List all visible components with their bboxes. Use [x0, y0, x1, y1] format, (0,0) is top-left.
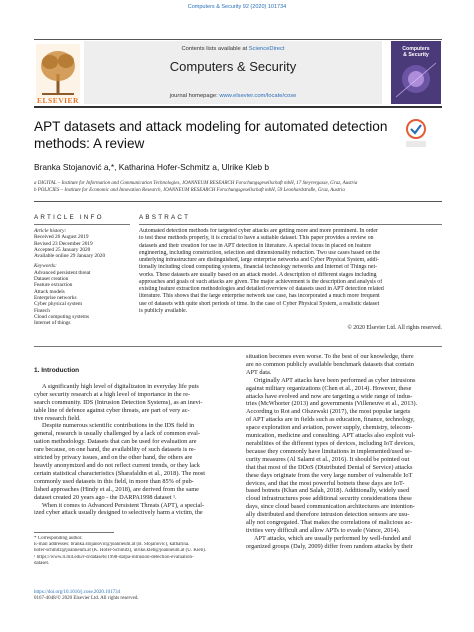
- header-bottom-rule: [34, 106, 442, 108]
- body-line: ally not congregated. That makes the correlations of malicious ac-: [246, 519, 413, 527]
- history-label: Article history:: [34, 228, 67, 234]
- author-list: Branka Stojanović a,*, Katharina Hofer-Schmitz a, Ulrike Kleb b: [34, 162, 270, 172]
- abstract-copyright: © 2020 Elsevier Ltd. All rights reserved.: [347, 325, 442, 331]
- body-line: commonly used datasets in this field, in more than 85% of pub-: [34, 477, 194, 485]
- contents-prefix: Contents lists available at: [181, 46, 249, 52]
- body-line: According to Rot and Olszewski (2017), the most popular targets: [246, 408, 411, 416]
- body-line: When it comes to Advanced Persistent Threats (APT), a special-: [42, 501, 205, 509]
- body-line: certain statistical characteristics (Sharafaldin et al., 2018). The most: [34, 469, 206, 477]
- keyword-item: Internet of things: [34, 320, 71, 327]
- body-line: ized cyber attack usually designed to selectively harm a victim, the: [34, 509, 203, 517]
- body-line: APT attacks, which are usually performed by well-funded and: [254, 534, 411, 542]
- body-line: space exploration and aviation, power supply, chemistry, telecom-: [246, 424, 413, 432]
- abstract-line: literature. This shows that the large enterprise network use case, has incorporated a much more frequent: [139, 293, 380, 300]
- body-line: rare because, on one hand, the availability of such datasets is re-: [34, 446, 196, 454]
- keyword-item: Cyber physical system: [34, 301, 82, 308]
- body-line: of APT attacks are in fields such as education, finance, technology,: [246, 416, 415, 424]
- body-line: attacks have evolved and now are targeting a wide range of indus-: [246, 392, 413, 400]
- elsevier-tree-logo: [36, 44, 80, 98]
- keyword-item: Fintech: [34, 307, 50, 314]
- body-right-column: [246, 353, 444, 551]
- body-line: search community. IDS (Intrusion Detection Systems), as an inevi-: [34, 398, 203, 406]
- abstract-line: Automated detection methods for targeted cyber attacks are getting more and more prominent. In order: [139, 228, 378, 234]
- section-heading-introduction: 1. Introduction: [34, 367, 80, 374]
- footnote-line: * Corresponding author.: [34, 536, 83, 541]
- keyword-item: Attack models: [34, 288, 65, 295]
- body-line: situation becomes even worse. To the best of our knowledge, there: [246, 353, 414, 360]
- body-line: nerabilities of the different types of devices, including IoT devices,: [246, 439, 415, 447]
- body-line: curity measures (Al Salami et al., 2016). It should be pointed out: [246, 455, 410, 463]
- body-line: general, research is usually challenged by a lack of common eval-: [34, 430, 200, 438]
- body-line: heavily anonymized and do not reflect current trends, or they lack: [34, 461, 200, 469]
- body-line: days, since cloud based communication architectures are intention-: [246, 503, 415, 511]
- journal-title: Computers & Security: [169, 59, 297, 74]
- header-top-rule: [34, 39, 442, 40]
- publisher-logo-text: ELSEVIER: [37, 96, 79, 105]
- homepage-prefix: journal homepage:: [169, 93, 220, 99]
- body-line: tivities very difficult and allow APTs to evade (Vance, 2014).: [246, 526, 401, 534]
- article-title: APT datasets and attack modeling for automated detection methods: A review: [34, 119, 388, 151]
- doi-block: [34, 590, 232, 603]
- body-rule: [34, 346, 442, 347]
- affiliation-b: b POLICIES – Institute for Economic and Innovation Research, JOANNEUM RESEARCH Forschungsgesellschaft mbH, 59 Leonhardstraße, Graz, Austria: [34, 188, 345, 193]
- body-line: tries (McWhorter (2013) and governments (Villeneuve et al., 2013).: [246, 400, 418, 408]
- abstract-rule: [139, 224, 442, 225]
- body-line: ally distributed and therefore intrusion detection sensors are usu-: [246, 511, 410, 519]
- article-info-block: [34, 228, 130, 326]
- article-info-heading: ARTICLE INFO: [34, 214, 104, 221]
- body-line: A significantly high level of digitalizaton in everyday life puts: [42, 382, 199, 390]
- abstract-line: underlying infrastructure are distinguished, large enterprise networks and Cyber Physical System, addi-: [139, 257, 379, 263]
- article-info-rule: [34, 224, 130, 225]
- body-line: devices, and that the most powerful botnets these days are IoT-: [246, 479, 405, 487]
- abstract-line: datasets and their creation for use in APT detection in literature. A special focus in placed on feature: [139, 242, 372, 249]
- body-line: dataset created 20 years ago - the DARPA1998 dataset ¹.: [34, 493, 177, 501]
- keyword-item: Feature extraction: [34, 282, 73, 289]
- body-line: Despite numerous scientific contributions in the IDS field in: [42, 422, 195, 430]
- body-line: uation methodology. Datasets that can be used for evaluation are: [34, 438, 197, 446]
- body-line: are no common publicly available benchmark datasets that contain: [246, 360, 414, 368]
- abstract-line: existing feature extraction methodologies and detailed overview of datasets used in APT detection related: [139, 286, 384, 292]
- cover-artwork: [391, 41, 441, 104]
- journal-homepage-line: [84, 93, 382, 99]
- cover-title-line-1: Computers: [402, 46, 430, 52]
- abstract-line: works. These datasets are usually based on an attack model. A description of different stages including: [139, 271, 377, 278]
- abstract-line: engineering, including construction, selection and dimensionality reduction. Two use cases based on the: [139, 249, 381, 256]
- history-accepted: Accepted 25 January 2020: [34, 246, 91, 253]
- affiliations: [34, 180, 434, 194]
- history-received: Received 26 August 2019: [34, 234, 89, 241]
- abstract-line: is publicly available.: [139, 307, 188, 314]
- contents-line: [84, 46, 382, 52]
- section-rule: [34, 201, 442, 202]
- issn-line: 0167-4048/© 2020 Elsevier Ltd. All rights reserved.: [34, 596, 139, 602]
- cover-title-line-2: & Security: [403, 52, 429, 58]
- body-line: cloud infrastructures pose additional security considerations these: [246, 495, 412, 503]
- footnote-line: dataset.: [34, 560, 50, 566]
- body-line: cyber security research at a high level of importance in the re-: [34, 390, 191, 398]
- abstract-line: approaches and goals of such attacks are given. The major achievement is the description and analysis of: [139, 278, 383, 285]
- affiliation-a: a DIGITAL – Institute for Information and Communication Technologies, JOANNEUM RESEARCH Forschungsgesellschaft mbH, 17 Steyrergasse, Graz, Austria: [34, 181, 358, 186]
- abstract-line: tionally including cloud computing systems, financial technology networks and Internet of Things net-: [139, 264, 378, 271]
- keyword-item: Enterprise networks: [34, 294, 77, 301]
- body-line: that that most of the DDoS (Distributed Denial of Service) attacks: [246, 463, 413, 471]
- body-line: lished approaches (Hindy et al., 2018), are derived from the same: [34, 485, 199, 493]
- keyword-item: Cloud computing systems: [34, 313, 90, 320]
- body-left-column: [34, 367, 232, 517]
- keyword-item: Advanced persistent threat: [34, 269, 91, 276]
- body-line: organized groups (Daly, 2009) differ from random attacks by their: [246, 542, 413, 550]
- footnote-rule: [34, 532, 114, 533]
- footnotes: [34, 536, 232, 567]
- body-line: stricted by privacy issues, and on the other hand, the others are: [34, 454, 193, 462]
- doi-link[interactable]: https://doi.org/10.1016/j.cose.2020.101734: [34, 590, 121, 595]
- body-line: against military organizations (Chen et al., 2014). However, these: [246, 384, 412, 392]
- body-line: because they commonly have limitations in implemented/used se-: [246, 447, 412, 455]
- check-for-updates-icon[interactable]: [404, 119, 428, 149]
- abstract-heading: ABSTRACT: [139, 214, 191, 221]
- footnote-line: ¹ https://www.ll.mit.edu/r-d/datasets/1998-darpa-intrusion-detection-evaluation-: [34, 554, 194, 560]
- body-line: table line of defence against cyber threats, are part of very ac-: [34, 406, 190, 414]
- body-line: based botnets (Khan and Salah, 2018). Additionally, widely used: [246, 487, 410, 495]
- abstract-body: [139, 228, 442, 315]
- abstract-line: use of datasets with quite short periods of time. In the case of Cyber Physical System, a realistic dataset: [139, 300, 380, 307]
- footnote-line: E-mail addresses: branka.stojanovic@joanneum.at (B. Stojanović), katharina.: [34, 542, 190, 548]
- body-line: APT data.: [246, 368, 272, 376]
- journal-cover-thumbnail[interactable]: [391, 41, 441, 104]
- history-revised: Revised 23 December 2019: [34, 240, 93, 247]
- body-line: tive research field.: [34, 414, 81, 422]
- journal-reference[interactable]: Computers & Security 92 (2020) 101734: [187, 4, 287, 10]
- footnote-line: hofer-schmitz@joanneum.at (K. Hofer-Schmitz), ulrike.kleb@joanneum.at (U. Kleb).: [34, 548, 207, 554]
- keywords-label: Keywords:: [34, 263, 57, 270]
- keyword-item: Dataset creation: [34, 276, 69, 283]
- body-line: Originally APT attacks have been performed as cyber intrusions: [254, 376, 416, 384]
- sciencedirect-link[interactable]: ScienceDirect: [248, 46, 285, 52]
- journal-homepage-link[interactable]: www.elsevier.com/locate/cose: [219, 93, 297, 99]
- history-online: Available online 29 January 2020: [34, 253, 106, 260]
- abstract-line: to test these methods properly, it is crucial to have a suitable dataset. This paper provides a review on: [139, 235, 374, 242]
- body-line: munication, medicine and consulting. APT attacks also exploit vul-: [246, 432, 416, 440]
- body-line: these days originate from the very large number of vulnerable IoT: [246, 471, 413, 479]
